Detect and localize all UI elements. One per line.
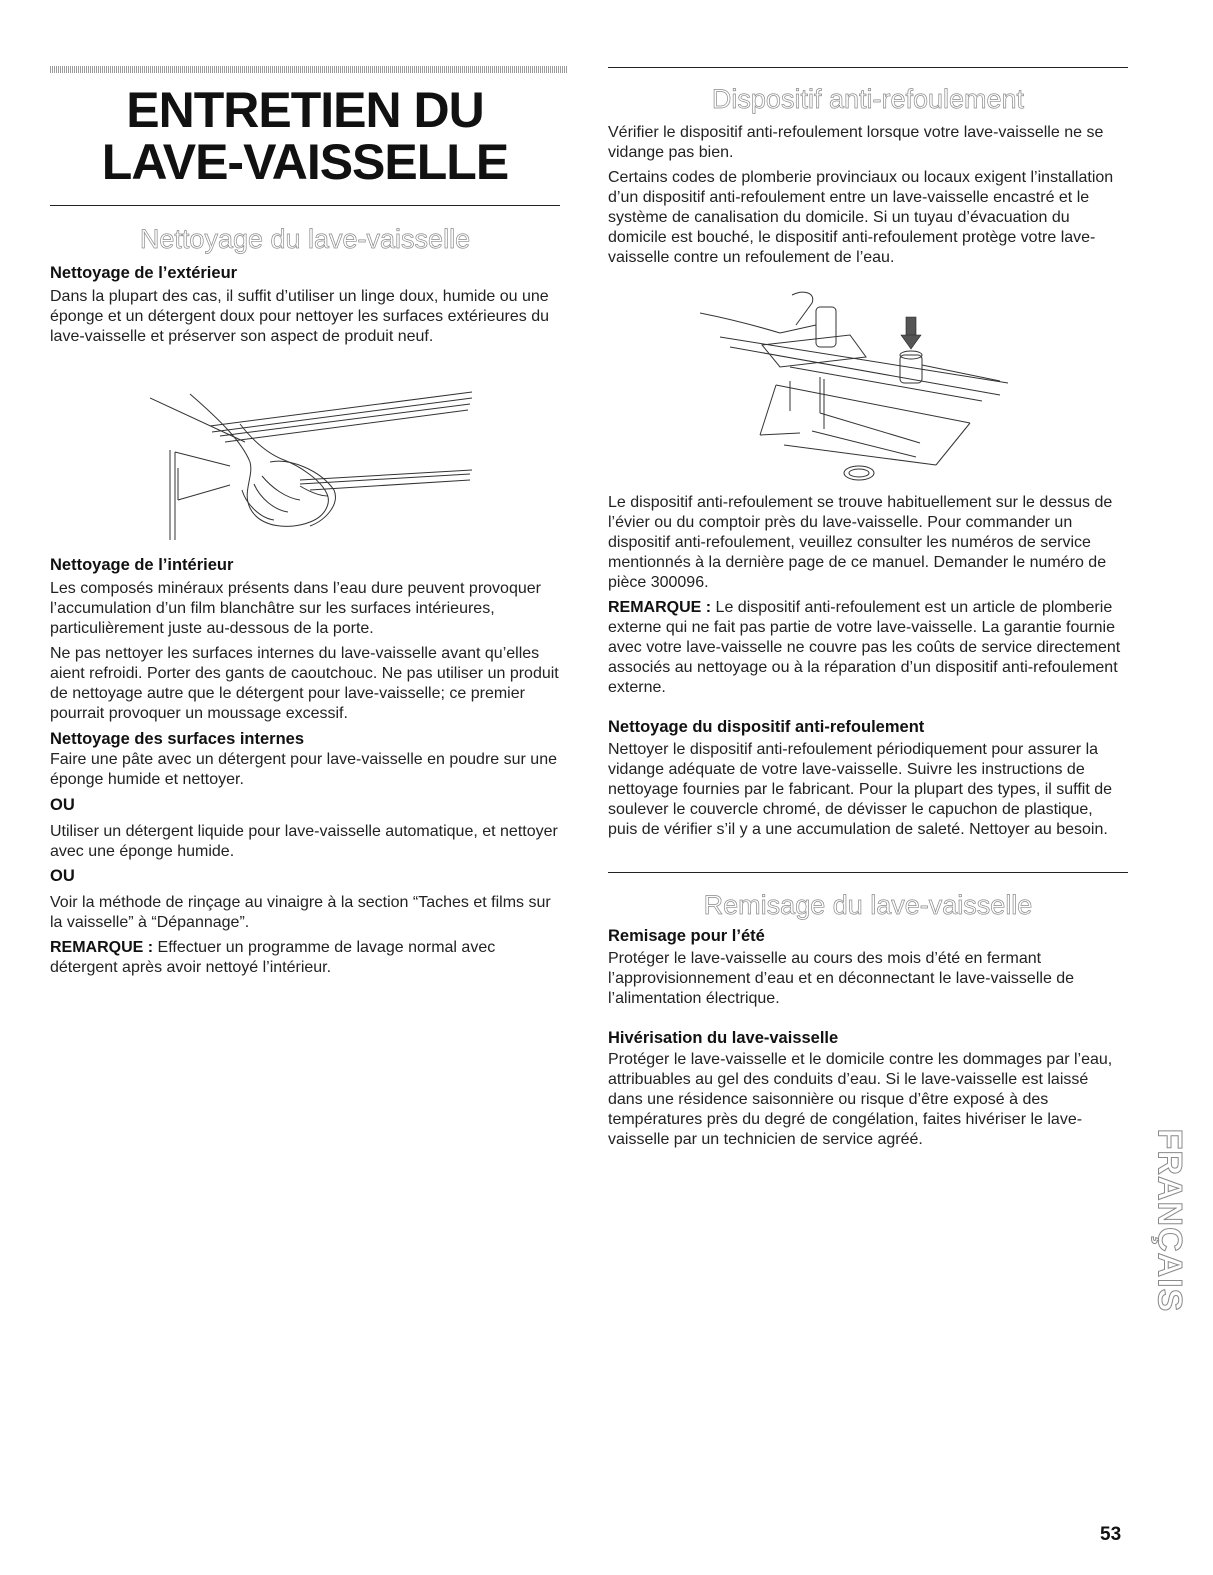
- faucet-spout: [700, 313, 780, 333]
- language-tab-label: FRANÇAIS: [1150, 1128, 1189, 1312]
- exterior-text: Dans la plupart des cas, il suffit d’utiliser un linge doux, humide ou une éponge et un détergent doux pour nettoyer les surfaces extérieures du lave-vaisselle et préserver son aspect de produit neuf.: [50, 288, 549, 345]
- summer-heading: Remisage pour l’été: [608, 927, 765, 945]
- section-title-air-gap: Dispositif anti-refoulement: [711, 84, 1025, 114]
- interior-text-2: Ne pas nettoyer les surfaces internes du lave-vaisselle avant qu’elles aient refroidi. Porter des gants de caoutchouc. Ne pas utiliser un produit de nettoyage autre que le détergent pour lave-vaisselle; ce premier pourrait provoquer un moussage excessif.: [50, 645, 559, 722]
- internal-surfaces-text-3: Voir la méthode de rinçage au vinaigre à la section “Taches et films sur la vaisselle” à “Dépannage”.: [50, 894, 551, 931]
- internal-surfaces-heading: Nettoyage des surfaces internes: [50, 730, 305, 748]
- illustration-arm-line: [150, 398, 245, 442]
- or-label-1: OU: [50, 796, 75, 814]
- hand-shape: [190, 394, 328, 526]
- right-top-rule: [608, 67, 1128, 68]
- interior-text-1: Les composés minéraux présents dans l’eau dure peuvent provoquer l’accumulation d’un film blanchâtre sur les surfaces intérieures, particulièrement juste au-dessous de la porte.: [50, 580, 541, 637]
- interior-heading: Nettoyage de l’intérieur: [50, 556, 234, 574]
- winter-text: Protéger le lave-vaisselle et le domicile contre les dommages par l’eau, attribuables au gel des conduits d’eau. Si le lave-vaisselle est laissé dans une résidence saisonnière ou risque d’être exposé à des températures près du degré de congélation, faites hivériser le lave-vaisselle par un technicien de service agréé.: [608, 1051, 1113, 1148]
- right-note-label: REMARQUE :: [608, 599, 712, 616]
- page-title-line1: ENTRETIEN DU: [126, 82, 484, 138]
- section-title-cleaning: Nettoyage du lave-vaisselle: [139, 224, 471, 254]
- air-gap-text-3: Le dispositif anti-refoulement se trouve habituellement sur le dessus de l’évier ou du comptoir près du lave-vaisselle. Pour commander un dispositif anti-refoulement, veuillez consulter les numéros de service mentionnés à la dernière page de ce manuel. Demander le numéro de pièce 300096.: [608, 494, 1113, 591]
- faucet-handle: [792, 292, 813, 325]
- header-stripe: [50, 66, 568, 73]
- air-gap-cleaning-heading: Nettoyage du dispositif anti-refoulement: [608, 718, 925, 736]
- internal-surfaces-text-1: Faire une pâte avec un détergent pour lave-vaisselle en poudre sur une éponge humide et nettoyer.: [50, 751, 557, 788]
- sink-illustration: [700, 285, 1020, 495]
- left-note: [50, 938, 555, 978]
- summer-text: Protéger le lave-vaisselle au cours des mois d’été en fermant l’approvisionnement d’eau et en déconnectant le lave-vaisselle de l’alimentation électrique.: [608, 950, 1075, 1007]
- faucet-body: [816, 307, 836, 347]
- storage-rule: [608, 872, 1128, 873]
- right-note-text: Le dispositif anti-refoulement est un article de plomberie externe qui ne fait pas partie de votre lave-vaisselle. La garantie fournie avec votre lave-vaisselle ne couvre pas les coûts de service directement associés au nettoyage ou à la réparation d’un dispositif anti-refoulement externe.: [608, 599, 1121, 696]
- page-number: 53: [1100, 1524, 1122, 1545]
- left-note-label: REMARQUE :: [50, 939, 154, 956]
- air-gap-text-1: Vérifier le dispositif anti-refoulement lorsque votre lave-vaisselle ne se vidange pas bien.: [608, 124, 1104, 161]
- left-title-rule: [50, 205, 560, 206]
- page-title-line2: LAVE-VAISSELLE: [101, 134, 509, 190]
- cloth-shape: [270, 461, 335, 526]
- exterior-heading: Nettoyage de l’extérieur: [50, 264, 238, 282]
- wiping-illustration: [150, 380, 490, 540]
- right-note: [608, 598, 1122, 698]
- air-gap-text-2: Certains codes de plomberie provinciaux ou locaux exigent l’installation d’un dispositif anti-refoulement entre un lave-vaisselle encastré et le système de canalisation du domicile. Si un tuyau d’évacuation du domicile est bouché, le dispositif anti-refoulement protège votre lave-vaisselle contre un refoulement de l’eau.: [608, 169, 1114, 266]
- winter-heading: Hivérisation du lave-vaisselle: [608, 1029, 839, 1047]
- or-label-2: OU: [50, 867, 75, 885]
- air-gap-cleaning-text: Nettoyer le dispositif anti-refoulement périodiquement pour assurer la vidange adéquate de votre lave-vaisselle. Suivre les instructions de nettoyage fournies par le fabricant. Pour la plupart des types, il suffit de soulever le couvercle chromé, de dévisser le capuchon de plastique, puis de vérifier s’il y a une accumulation de saleté. Nettoyer au besoin.: [608, 741, 1112, 838]
- language-tab: [1150, 1080, 1188, 1360]
- arrow-down-icon: [901, 317, 921, 349]
- section-title-storage: Remisage du lave-vaisselle: [703, 890, 1033, 920]
- internal-surfaces-text-2: Utiliser un détergent liquide pour lave-vaisselle automatique, et nettoyer avec une éponge humide.: [50, 823, 558, 860]
- left-note-text: Effectuer un programme de lavage normal avec détergent après avoir nettoyé l’intérieur.: [50, 939, 496, 976]
- page-title: [50, 84, 560, 188]
